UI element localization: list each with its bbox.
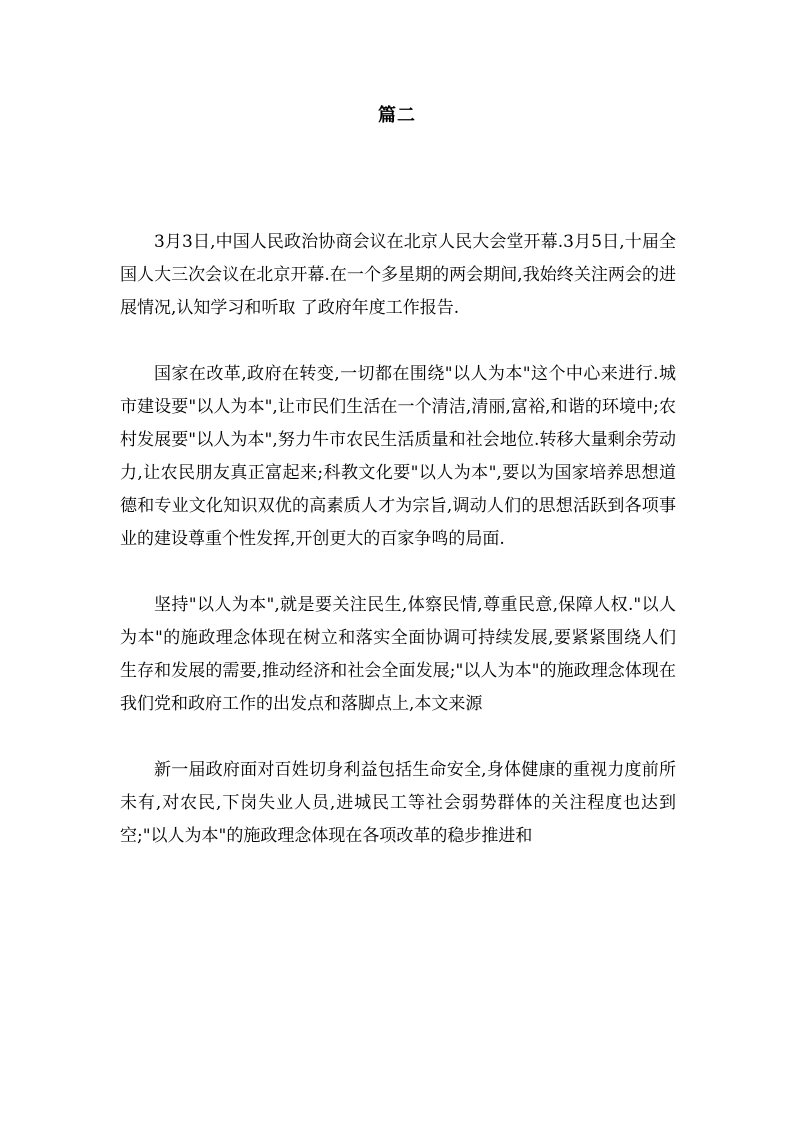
document-title: 篇二 (378, 105, 416, 126)
paragraph-1: 3月3日,中国人民政治协商会议在北京人民大会堂开幕.3月5日,十届全国人大三次会议在北京开幕.在一个多星期的两会期间,我始终关注两会的进展情况,认知学习和听取 了政府年度工作报告. (120, 232, 676, 318)
paragraph-4: 新一届政府面对百姓切身利益包括生命安全,身体健康的重视力度前所未有,对农民,下岗失业人员,进城民工等社会弱势群体的关注程度也达到空;"以人为本"的施政理念体现在各项改革的稳步推进和 (120, 760, 676, 846)
document-body (120, 226, 676, 886)
paragraph-2: 国家在改革,政府在转变,一切都在围绕"以人为本"这个中心来进行.城市建设要"以人为本",让市民们生活在一个清洁,清丽,富裕,和谐的环境中;农村发展要"以人为本",努力牛市农民生活质量和社会地位.转移大量剩余劳动力,让农民朋友真正富起来;科教文化要"以人为本",要以为国家培养思想道德和专业文化知识双优的高素质人才为宗旨,调动人们的思想活跃到各项事业的建设尊重个性发挥,开创更大的百家争鸣的局面. (120, 364, 676, 549)
paragraph-3: 坚持"以人为本",就是要关注民生,体察民情,尊重民意,保障人权."以人为本"的施政理念体现在树立和落实全面协调可持续发展,要紧紧围绕人们生存和发展的需要,推动经济和社会全面发展;"以人为本"的施政理念体现在我们党和政府工作的出发点和落脚点上,本文来源 (120, 595, 676, 714)
